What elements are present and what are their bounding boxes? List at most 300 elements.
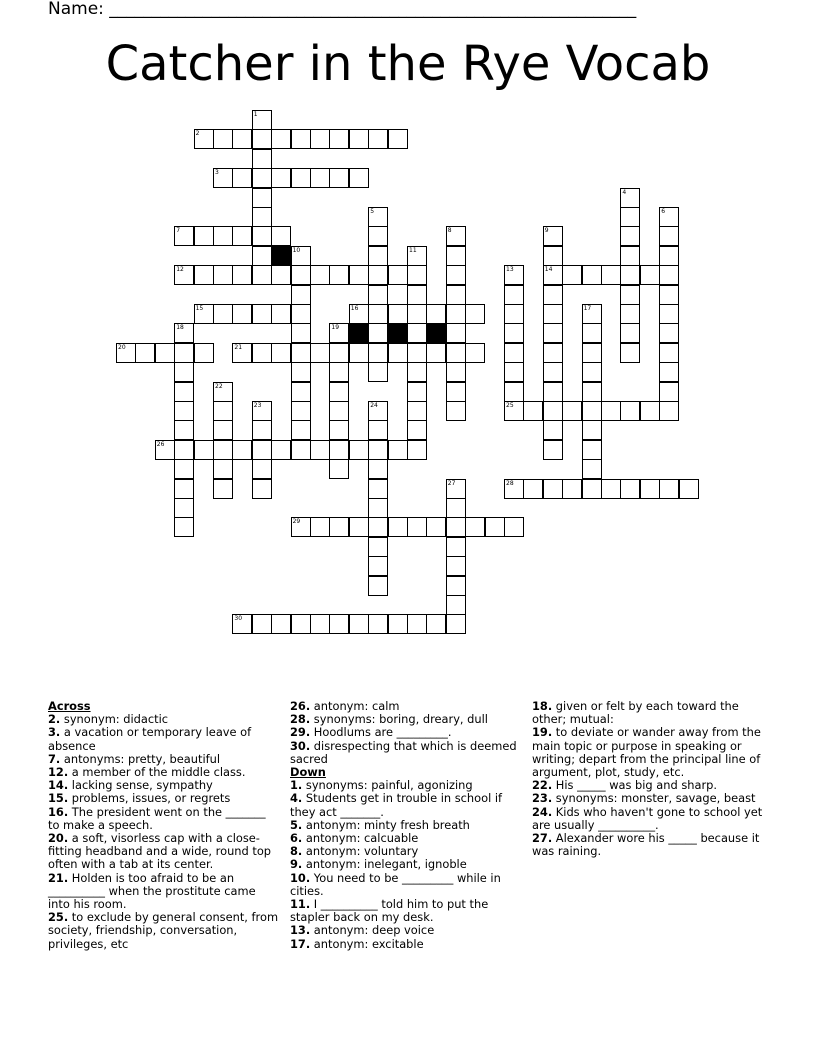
grid-cell[interactable] [446, 401, 466, 421]
grid-cell[interactable] [582, 265, 602, 285]
grid-clue-number: 25 [506, 402, 514, 409]
grid-cell[interactable] [232, 129, 252, 149]
grid-cell[interactable] [329, 343, 349, 363]
down-clue [532, 832, 772, 858]
clue-text: to deviate or wander away from the main topic or purpose in speaking or writing; depart from the principal line of argument, plot, study, etc. [532, 725, 761, 780]
grid-cell[interactable] [213, 129, 233, 149]
grid-cell[interactable] [213, 265, 233, 285]
grid-cell[interactable] [329, 129, 349, 149]
grid-cell[interactable] [368, 537, 388, 557]
grid-cell[interactable] [368, 517, 388, 537]
grid-cell[interactable] [368, 285, 388, 305]
grid-cell[interactable] [485, 517, 505, 537]
grid-cell[interactable] [252, 614, 272, 634]
grid-cell[interactable] [329, 382, 349, 402]
grid-cell[interactable] [329, 362, 349, 382]
clue-text: Holden is too afraid to be an __________ when the prostitute came into his room. [48, 870, 256, 912]
grid-cell[interactable] [504, 343, 524, 363]
grid-cell[interactable] [640, 265, 660, 285]
grid-cell[interactable] [329, 168, 349, 188]
grid-cell[interactable] [252, 129, 272, 149]
grid-cell[interactable] [582, 440, 602, 460]
grid-cell[interactable] [562, 401, 582, 421]
grid-cell[interactable] [368, 207, 388, 227]
grid-cell[interactable] [620, 285, 640, 305]
grid-cell[interactable] [174, 265, 194, 285]
grid-cell[interactable] [601, 479, 621, 499]
clue-text: antonym: inelegant, ignoble [302, 857, 467, 872]
grid-cell[interactable] [659, 362, 679, 382]
grid-cell[interactable] [368, 304, 388, 324]
grid-cell[interactable] [174, 498, 194, 518]
grid-cell[interactable] [659, 285, 679, 305]
grid-cell[interactable] [213, 479, 233, 499]
grid-cell[interactable] [446, 382, 466, 402]
grid-cell[interactable] [543, 479, 563, 499]
grid-cell[interactable] [543, 440, 563, 460]
grid-cell[interactable] [174, 323, 194, 343]
grid-cell[interactable] [407, 285, 427, 305]
grid-cell[interactable] [659, 382, 679, 402]
grid-cell[interactable] [407, 440, 427, 460]
clue-text: antonyms: pretty, beautiful [60, 751, 221, 766]
grid-cell[interactable] [310, 517, 330, 537]
grid-cell[interactable] [620, 304, 640, 324]
grid-cell[interactable] [446, 614, 466, 634]
grid-cell[interactable] [291, 614, 311, 634]
grid-cell[interactable] [446, 537, 466, 557]
grid-cell[interactable] [291, 382, 311, 402]
clue-text: a soft, visorless cap with a close-fitting headband and a wide, round top often with a tab at its center. [48, 831, 272, 872]
grid-cell[interactable] [232, 226, 252, 246]
grid-cell[interactable] [504, 479, 524, 499]
across-clue [290, 740, 522, 766]
grid-cell[interactable] [426, 304, 446, 324]
grid-cell[interactable] [349, 614, 369, 634]
grid-cell[interactable] [213, 226, 233, 246]
grid-cell[interactable] [504, 517, 524, 537]
grid-cell[interactable] [213, 459, 233, 479]
grid-cell[interactable] [368, 479, 388, 499]
grid-cell[interactable] [543, 323, 563, 343]
grid-cell[interactable] [329, 517, 349, 537]
grid-cell[interactable] [407, 517, 427, 537]
grid-cell[interactable] [582, 323, 602, 343]
grid-cell[interactable] [232, 343, 252, 363]
grid-cell[interactable] [504, 323, 524, 343]
grid-cell[interactable] [426, 343, 446, 363]
grid-cell[interactable] [446, 479, 466, 499]
grid-cell[interactable] [116, 343, 136, 363]
grid-cell[interactable] [252, 149, 272, 169]
clues-column-1 [48, 700, 280, 951]
grid-cell[interactable] [388, 304, 408, 324]
grid-cell[interactable] [252, 479, 272, 499]
grid-cell[interactable] [252, 401, 272, 421]
grid-cell[interactable] [659, 343, 679, 363]
grid-cell[interactable] [407, 343, 427, 363]
grid-cell[interactable] [620, 343, 640, 363]
grid-cell[interactable] [388, 129, 408, 149]
grid-cell[interactable] [310, 343, 330, 363]
grid-clue-number: 13 [506, 266, 514, 274]
grid-cell[interactable] [446, 285, 466, 305]
grid-clue-number: 5 [370, 208, 375, 215]
grid-cell[interactable] [620, 479, 640, 499]
grid-cell[interactable] [368, 362, 388, 382]
clue-number: 14. [48, 778, 69, 793]
grid-cell[interactable] [174, 226, 194, 246]
grid-cell[interactable] [368, 556, 388, 576]
grid-cell[interactable] [679, 479, 699, 499]
grid-cell[interactable] [446, 595, 466, 615]
grid-cell[interactable] [291, 285, 311, 305]
grid-cell[interactable] [407, 382, 427, 402]
grid-cell[interactable] [582, 459, 602, 479]
grid-cell[interactable] [349, 517, 369, 537]
grid-cell[interactable] [213, 401, 233, 421]
clue-text: Students get in trouble in school if they act _______. [290, 791, 503, 819]
grid-cell[interactable] [174, 420, 194, 440]
grid-cell[interactable] [407, 362, 427, 382]
grid-cell[interactable] [582, 362, 602, 382]
clue-number: 21. [48, 870, 69, 885]
grid-cell[interactable] [543, 343, 563, 363]
grid-cell[interactable] [543, 362, 563, 382]
grid-clue-number: 17 [583, 305, 592, 312]
grid-cell[interactable] [368, 614, 388, 634]
grid-cell[interactable] [135, 343, 155, 363]
grid-cell[interactable] [213, 168, 233, 188]
grid-cell[interactable] [252, 188, 272, 208]
grid-cell[interactable] [407, 323, 427, 343]
down-clue [290, 792, 522, 818]
grid-cell[interactable] [582, 420, 602, 440]
grid-cell[interactable] [504, 362, 524, 382]
grid-cell[interactable] [252, 459, 272, 479]
grid-cell[interactable] [271, 343, 291, 363]
grid-cell[interactable] [291, 420, 311, 440]
grid-cell[interactable] [252, 207, 272, 227]
grid-cell[interactable] [368, 440, 388, 460]
grid-cell[interactable] [543, 246, 563, 266]
grid-cell[interactable] [329, 265, 349, 285]
grid-cell[interactable] [543, 226, 563, 246]
grid-cell[interactable] [446, 246, 466, 266]
grid-cell[interactable] [155, 440, 175, 460]
grid-cell[interactable] [232, 168, 252, 188]
grid-cell[interactable] [252, 168, 272, 188]
clue-number: 23. [532, 791, 553, 806]
grid-cell[interactable] [407, 265, 427, 285]
grid-cell[interactable] [446, 498, 466, 518]
grid-cell[interactable] [446, 265, 466, 285]
grid-cell[interactable] [465, 343, 485, 363]
grid-cell[interactable] [349, 168, 369, 188]
grid-clue-number: 1 [253, 111, 258, 118]
grid-cell[interactable] [543, 401, 563, 421]
grid-cell[interactable] [349, 440, 369, 460]
grid-cell[interactable] [620, 246, 640, 266]
grid-cell[interactable] [543, 265, 563, 285]
down-clue [290, 872, 522, 898]
grid-cell[interactable] [194, 129, 214, 149]
grid-cell[interactable] [329, 440, 349, 460]
grid-cell[interactable] [232, 440, 252, 460]
grid-cell[interactable] [174, 401, 194, 421]
grid-cell[interactable] [620, 401, 640, 421]
grid-cell[interactable] [174, 362, 194, 382]
grid-cell[interactable] [232, 304, 252, 324]
grid-cell[interactable] [194, 440, 214, 460]
grid-cell[interactable] [659, 226, 679, 246]
grid-cell[interactable] [523, 401, 543, 421]
grid-cell[interactable] [368, 459, 388, 479]
grid-cell[interactable] [543, 382, 563, 402]
grid-cell[interactable] [659, 304, 679, 324]
grid-cell[interactable] [194, 304, 214, 324]
grid-cell[interactable] [407, 614, 427, 634]
down-clue [290, 938, 522, 951]
grid-cell[interactable] [271, 265, 291, 285]
grid-cell[interactable] [659, 479, 679, 499]
grid-cell[interactable] [368, 420, 388, 440]
clue-number: 19. [532, 725, 553, 740]
grid-cell[interactable] [213, 304, 233, 324]
clue-text: synonym: didactic [60, 712, 169, 727]
grid-cell[interactable] [601, 401, 621, 421]
grid-cell[interactable] [329, 401, 349, 421]
grid-cell[interactable] [329, 323, 349, 343]
grid-cell[interactable] [329, 420, 349, 440]
grid-clue-number: 22 [215, 382, 223, 390]
grid-cell[interactable] [252, 110, 272, 130]
grid-cell[interactable] [504, 401, 524, 421]
grid-cell[interactable] [291, 440, 311, 460]
grid-cell[interactable] [291, 304, 311, 324]
grid-cell[interactable] [426, 517, 446, 537]
grid-cell[interactable] [388, 614, 408, 634]
grid-cell[interactable] [446, 323, 466, 343]
grid-cell[interactable] [562, 479, 582, 499]
grid-clue-number: 8 [447, 227, 452, 235]
grid-cell[interactable] [349, 343, 369, 363]
grid-cell[interactable] [582, 479, 602, 499]
grid-cell[interactable] [291, 265, 311, 285]
grid-cell[interactable] [310, 614, 330, 634]
grid-cell[interactable] [291, 168, 311, 188]
grid-cell[interactable] [368, 498, 388, 518]
clue-number: 26. [290, 699, 311, 713]
grid-cell[interactable] [446, 517, 466, 537]
clues-column-3 [532, 700, 772, 858]
grid-clue-number: 18 [176, 324, 184, 332]
name-field[interactable]: Name: ______________________________________________________________ [48, 0, 637, 18]
grid-cell[interactable] [291, 323, 311, 343]
grid-cell[interactable] [271, 440, 291, 460]
grid-cell[interactable] [426, 614, 446, 634]
grid-cell[interactable] [620, 323, 640, 343]
grid-cell[interactable] [213, 420, 233, 440]
clue-text: antonym: calcuable [302, 831, 419, 846]
grid-cell[interactable] [504, 304, 524, 324]
grid-cell[interactable] [291, 401, 311, 421]
grid-cell[interactable] [640, 401, 660, 421]
grid-cell[interactable] [232, 614, 252, 634]
grid-cell[interactable] [620, 188, 640, 208]
clue-text: a member of the middle class. [68, 765, 246, 780]
grid-cell[interactable] [659, 207, 679, 227]
grid-clue-number: 29 [292, 518, 301, 526]
grid-cell[interactable] [213, 440, 233, 460]
grid-cell[interactable] [310, 265, 330, 285]
grid-cell[interactable] [446, 576, 466, 596]
grid-cell[interactable] [582, 343, 602, 363]
grid-cell[interactable] [291, 517, 311, 537]
clue-text: a vacation or temporary leave of absence [48, 725, 252, 753]
clue-number: 12. [48, 765, 69, 780]
clue-number: 13. [290, 923, 311, 938]
grid-cell[interactable] [174, 479, 194, 499]
grid-cell[interactable] [291, 129, 311, 149]
grid-cell[interactable] [310, 168, 330, 188]
grid-cell[interactable] [504, 382, 524, 402]
grid-cell[interactable] [349, 265, 369, 285]
grid-cell[interactable] [194, 226, 214, 246]
grid-cell[interactable] [582, 382, 602, 402]
grid-cell[interactable] [388, 440, 408, 460]
grid-cell[interactable] [174, 343, 194, 363]
grid-cell[interactable] [252, 304, 272, 324]
grid-cell[interactable] [349, 129, 369, 149]
grid-cell[interactable] [310, 440, 330, 460]
grid-cell[interactable] [659, 401, 679, 421]
grid-cell[interactable] [291, 362, 311, 382]
grid-cell[interactable] [271, 168, 291, 188]
grid-cell[interactable] [446, 304, 466, 324]
grid-clue-number: 10 [292, 246, 301, 254]
grid-cell[interactable] [174, 440, 194, 460]
grid-cell[interactable] [291, 343, 311, 363]
grid-cell[interactable] [194, 265, 214, 285]
grid-cell[interactable] [368, 576, 388, 596]
grid-cell[interactable] [659, 246, 679, 266]
clue-text: antonym: voluntary [302, 844, 419, 859]
grid-cell[interactable] [407, 246, 427, 266]
clue-number: 29. [290, 725, 311, 740]
grid-cell[interactable] [465, 517, 485, 537]
grid-cell[interactable] [271, 304, 291, 324]
grid-cell[interactable] [582, 304, 602, 324]
grid-cell[interactable] [368, 265, 388, 285]
grid-cell[interactable] [174, 459, 194, 479]
grid-cell[interactable] [523, 479, 543, 499]
grid-cell[interactable] [329, 614, 349, 634]
clue-text: Hoodlums are _________. [310, 725, 452, 740]
grid-cell[interactable] [291, 246, 311, 266]
clue-number: 24. [532, 804, 553, 819]
grid-clue-number: 26 [156, 440, 165, 448]
clue-text: The president went on the _______ to make a speech. [48, 804, 266, 832]
grid-cell[interactable] [601, 265, 621, 285]
grid-cell[interactable] [543, 420, 563, 440]
grid-cell[interactable] [388, 517, 408, 537]
grid-cell[interactable] [368, 323, 388, 343]
grid-cell[interactable] [543, 304, 563, 324]
across-clue [48, 911, 280, 951]
grid-cell[interactable] [174, 517, 194, 537]
grid-cell[interactable] [620, 226, 640, 246]
grid-cell[interactable] [446, 226, 466, 246]
grid-cell[interactable] [368, 343, 388, 363]
grid-cell[interactable] [329, 459, 349, 479]
grid-cell[interactable] [368, 226, 388, 246]
grid-cell[interactable] [252, 343, 272, 363]
grid-cell[interactable] [465, 304, 485, 324]
clue-number: 7. [48, 751, 61, 766]
grid-cell[interactable] [659, 323, 679, 343]
grid-cell[interactable] [368, 129, 388, 149]
across-clue [48, 872, 280, 912]
grid-cell[interactable] [271, 614, 291, 634]
grid-cell[interactable] [640, 479, 660, 499]
clue-number: 16. [48, 804, 69, 819]
grid-cell[interactable] [543, 285, 563, 305]
grid-cell[interactable] [194, 343, 214, 363]
grid-cell[interactable] [446, 362, 466, 382]
clue-number: 1. [290, 778, 303, 793]
grid-cell[interactable] [155, 343, 175, 363]
grid-cell[interactable] [446, 556, 466, 576]
grid-cell[interactable] [659, 265, 679, 285]
grid-cell[interactable] [252, 226, 272, 246]
grid-cell[interactable] [407, 401, 427, 421]
grid-cell[interactable] [252, 440, 272, 460]
grid-cell[interactable] [252, 420, 272, 440]
grid-cell[interactable] [310, 129, 330, 149]
grid-cell[interactable] [562, 265, 582, 285]
grid-cell[interactable] [504, 285, 524, 305]
grid-cell[interactable] [620, 265, 640, 285]
grid-cell[interactable] [271, 226, 291, 246]
clue-number: 27. [532, 831, 553, 846]
grid-cell[interactable] [349, 304, 369, 324]
clue-number: 30. [290, 738, 311, 753]
clue-number: 3. [48, 725, 61, 740]
grid-cell[interactable] [174, 382, 194, 402]
grid-cell[interactable] [582, 401, 602, 421]
grid-cell[interactable] [213, 382, 233, 402]
down-clue [532, 726, 772, 779]
grid-cell[interactable] [232, 265, 252, 285]
grid-cell[interactable] [368, 401, 388, 421]
grid-cell[interactable] [620, 207, 640, 227]
grid-cell[interactable] [368, 246, 388, 266]
grid-clue-number: 19 [331, 324, 340, 332]
grid-cell[interactable] [252, 265, 272, 285]
grid-cell[interactable] [407, 304, 427, 324]
grid-cell[interactable] [388, 343, 408, 363]
grid-clue-number: 12 [176, 266, 184, 274]
grid-cell[interactable] [271, 129, 291, 149]
grid-cell[interactable] [252, 246, 272, 266]
clue-text: antonym: calm [310, 699, 400, 713]
grid-cell[interactable] [407, 420, 427, 440]
grid-cell[interactable] [388, 265, 408, 285]
grid-clue-number: 21 [234, 343, 243, 351]
grid-cell[interactable] [504, 265, 524, 285]
grid-cell[interactable] [446, 343, 466, 363]
